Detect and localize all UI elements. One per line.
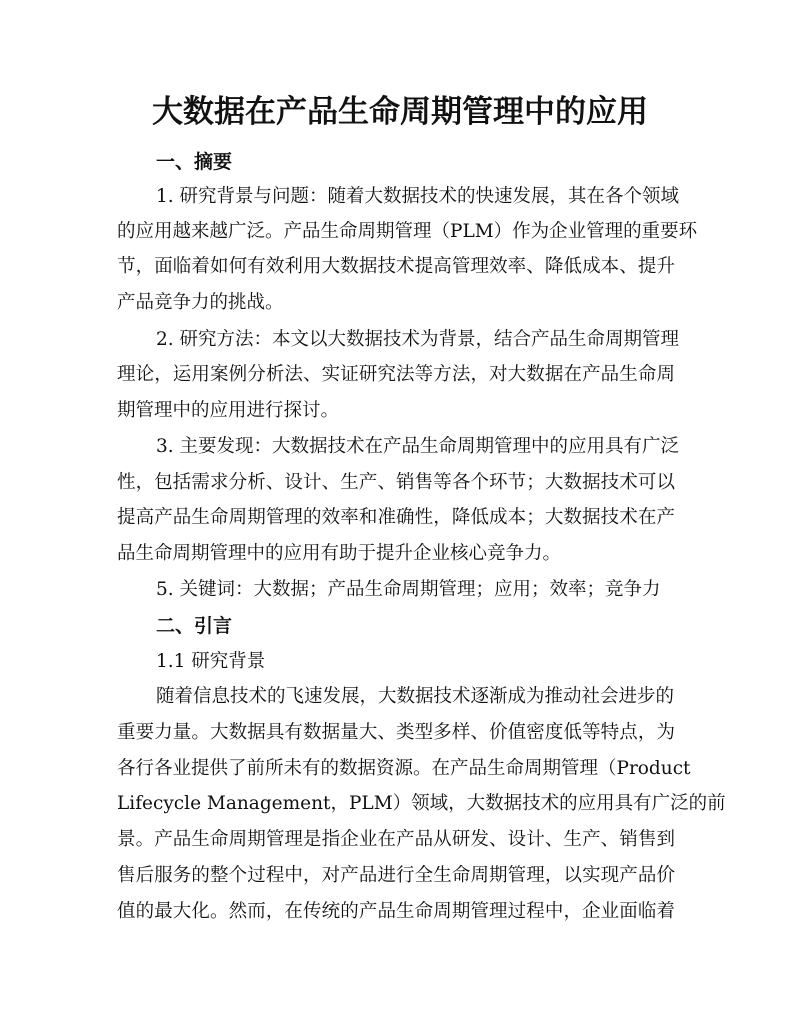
abstract-line: 1. 研究背景与问题：随着大数据技术的快速发展，其在各个领域 bbox=[156, 186, 680, 207]
abstract-line: 性，包括需求分析、设计、生产、销售等各个环节；大数据技术可以 bbox=[117, 472, 675, 493]
intro-line: 重要力量。大数据具有数据量大、类型多样、价值密度低等特点，为 bbox=[117, 722, 675, 743]
intro-line: 值的最大化。然而，在传统的产品生命周期管理过程中，企业面临着 bbox=[117, 901, 675, 922]
abstract-line: 提高产品生命周期管理的效率和准确性，降低成本；大数据技术在产 bbox=[117, 507, 675, 528]
intro-heading: 二、引言 bbox=[156, 615, 233, 637]
abstract-line: 节，面临着如何有效利用大数据技术提高管理效率、降低成本、提升 bbox=[117, 256, 675, 277]
abstract-line: 品生命周期管理中的应用有助于提升企业核心竞争力。 bbox=[117, 543, 562, 564]
abstract-line: 2. 研究方法：本文以大数据技术为背景，结合产品生命周期管理 bbox=[156, 329, 680, 350]
abstract-heading: 一、摘要 bbox=[156, 151, 233, 173]
abstract-line: 产品竞争力的挑战。 bbox=[117, 292, 284, 313]
keywords-line: 5. 关键词：大数据；产品生命周期管理；应用；效率；竞争力 bbox=[156, 579, 661, 600]
abstract-line: 期管理中的应用进行探讨。 bbox=[117, 400, 340, 421]
subsection-heading: 1.1 研究背景 bbox=[156, 651, 266, 672]
abstract-line: 理论，运用案例分析法、实证研究法等方法，对大数据在产品生命周 bbox=[117, 364, 675, 385]
abstract-line: 3. 主要发现：大数据技术在产品生命周期管理中的应用具有广泛 bbox=[156, 436, 680, 457]
intro-line: Lifecycle Management，PLM）领域，大数据技术的应用具有广泛的前 bbox=[117, 793, 726, 814]
intro-line: 售后服务的整个过程中，对产品进行全生命周期管理，以实现产品价 bbox=[117, 865, 675, 886]
intro-line: 景。产品生命周期管理是指企业在产品从研发、设计、生产、销售到 bbox=[117, 829, 675, 850]
intro-line: 各行各业提供了前所未有的数据资源。在产品生命周期管理（Product bbox=[117, 758, 691, 779]
document-title: 大数据在产品生命周期管理中的应用 bbox=[152, 94, 648, 130]
abstract-line: 的应用越来越广泛。产品生命周期管理（PLM）作为企业管理的重要环 bbox=[117, 221, 698, 242]
intro-line: 随着信息技术的飞速发展，大数据技术逐渐成为推动社会进步的 bbox=[156, 686, 675, 707]
